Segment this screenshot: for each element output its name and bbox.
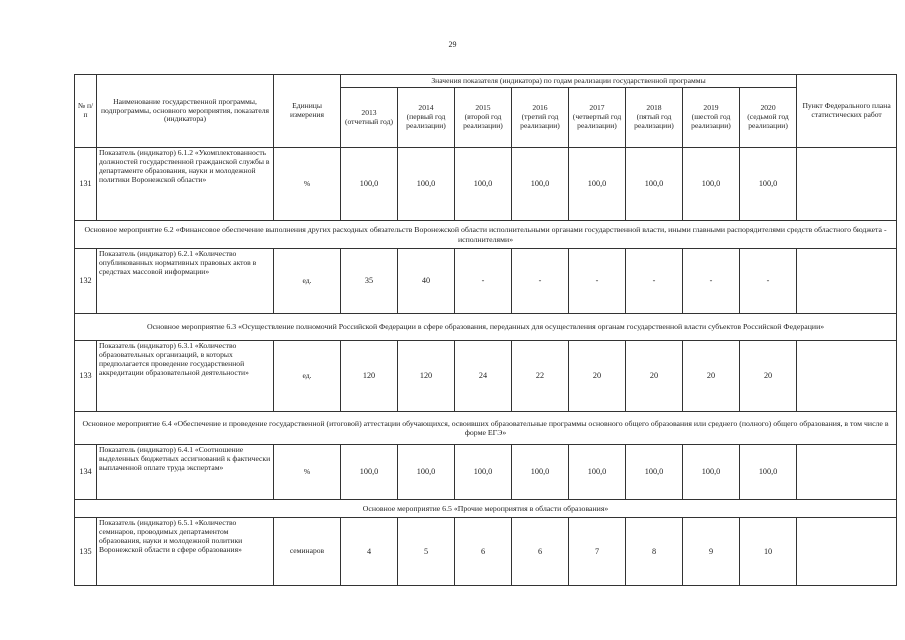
row-number: 133	[75, 341, 97, 412]
unit-cell: %	[274, 148, 341, 221]
value-2019: 100,0	[683, 148, 740, 221]
value-2020: 100,0	[740, 148, 797, 221]
section-title: Основное мероприятие 6.4 «Обеспечение и проведение государственной (итоговой) аттестации обучающихся, освоивших образовательные программы основного общего образования или среднего (полного) общего образования, в том числе в форме ЕГЭ»	[75, 412, 897, 445]
value-2017: 100,0	[569, 445, 626, 500]
value-2018: 20	[626, 341, 683, 412]
value-2018: -	[626, 249, 683, 314]
year-label: 2014	[418, 103, 434, 113]
value-2019: 20	[683, 341, 740, 412]
row-number: 135	[75, 518, 97, 586]
year-note: (четвертый год реализации)	[572, 112, 622, 130]
value-2016: 100,0	[512, 445, 569, 500]
year-note: (третий год реализации)	[520, 112, 560, 130]
header-year-2018	[626, 88, 683, 148]
value-2015: 24	[455, 341, 512, 412]
unit-cell: семинаров	[274, 518, 341, 586]
value-2018: 100,0	[626, 445, 683, 500]
indicator-name: Показатель (индикатор) 6.1.2 «Укомплектованность должностей государственной гражданской службы в департаменте образования, науки и молодежной политики Воронежской области»	[97, 148, 274, 221]
value-2014: 120	[398, 341, 455, 412]
header-year-2013	[341, 88, 398, 148]
value-2014: 100,0	[398, 148, 455, 221]
table-row	[75, 148, 897, 221]
value-2017: 20	[569, 341, 626, 412]
section-title: Основное мероприятие 6.2 «Финансовое обеспечение выполнения других расходных обязательств Воронежской области исполнительными органами государственной власти, иными главными распорядителями средств областного бюджета - исполнителями»	[75, 221, 897, 249]
plan-cell	[797, 341, 897, 412]
row-number: 134	[75, 445, 97, 500]
year-note: (второй год реализации)	[463, 112, 503, 130]
year-label: 2019	[703, 103, 719, 113]
value-2016: 100,0	[512, 148, 569, 221]
value-2020: 20	[740, 341, 797, 412]
year-note: (седьмой год реализации)	[747, 112, 789, 130]
header-num: № п/п	[75, 75, 97, 148]
row-number: 132	[75, 249, 97, 314]
value-2013: 120	[341, 341, 398, 412]
year-label: 2018	[646, 103, 662, 113]
table-row	[75, 341, 897, 412]
value-2015: -	[455, 249, 512, 314]
header-year-2014	[398, 88, 455, 148]
header-year-2019	[683, 88, 740, 148]
header-year-2020	[740, 88, 797, 148]
section-row	[75, 221, 897, 249]
value-2018: 100,0	[626, 148, 683, 221]
value-2015: 100,0	[455, 148, 512, 221]
unit-cell: %	[274, 445, 341, 500]
table-row	[75, 249, 897, 314]
header-plan: Пункт Федерального плана статистических работ	[797, 75, 897, 148]
value-2019: 9	[683, 518, 740, 586]
value-2018: 8	[626, 518, 683, 586]
value-2014: 40	[398, 249, 455, 314]
value-2019: 100,0	[683, 445, 740, 500]
table-row	[75, 518, 897, 586]
section-row	[75, 500, 897, 518]
year-note: (пятый год реализации)	[634, 112, 674, 130]
year-label: 2016	[532, 103, 548, 113]
indicators-table	[74, 74, 897, 586]
indicator-name: Показатель (индикатор) 6.2.1 «Количество опубликованных нормативных правовых актов в средствах массовой информации»	[97, 249, 274, 314]
indicator-name: Показатель (индикатор) 6.3.1 «Количество образовательных организаций, в которых предполагается проведение государственной аккредитации образовательной деятельности»	[97, 341, 274, 412]
row-number: 131	[75, 148, 97, 221]
value-2016: 6	[512, 518, 569, 586]
plan-cell	[797, 445, 897, 500]
year-label: 2015	[475, 103, 491, 113]
year-note: (первый год реализации)	[406, 112, 446, 130]
page-number: 29	[448, 40, 457, 49]
value-2020: -	[740, 249, 797, 314]
plan-cell	[797, 249, 897, 314]
table-row	[75, 445, 897, 500]
header-year-2016	[512, 88, 569, 148]
year-note: (отчетный год)	[344, 116, 394, 126]
value-2014: 100,0	[398, 445, 455, 500]
indicator-name: Показатель (индикатор) 6.5.1 «Количество семинаров, проводимых департаментом образования, науки и молодежной политики Воронежской области в сфере образования»	[97, 518, 274, 586]
year-label: 2020	[760, 103, 776, 113]
plan-cell	[797, 518, 897, 586]
unit-cell: ед.	[274, 249, 341, 314]
section-title: Основное мероприятие 6.3 «Осуществление полномочий Российской Федерации в сфере образования, переданных для осуществления органам государственной власти субъектов Российской Федерации»	[75, 314, 897, 341]
value-2013: 35	[341, 249, 398, 314]
value-2014: 5	[398, 518, 455, 586]
value-2019: -	[683, 249, 740, 314]
value-2020: 10	[740, 518, 797, 586]
header-unit: Единицы измерения	[274, 75, 341, 148]
value-2017: 100,0	[569, 148, 626, 221]
value-2013: 100,0	[341, 445, 398, 500]
value-2015: 6	[455, 518, 512, 586]
year-label: 2013	[361, 107, 377, 117]
header-values-group: Значения показателя (индикатора) по годам реализации государственной программы	[341, 75, 797, 88]
section-title: Основное мероприятие 6.5 «Прочие мероприятия в области образования»	[75, 500, 897, 518]
value-2015: 100,0	[455, 445, 512, 500]
value-2017: 7	[569, 518, 626, 586]
value-2017: -	[569, 249, 626, 314]
value-2016: -	[512, 249, 569, 314]
unit-cell: ед.	[274, 341, 341, 412]
header-year-2017	[569, 88, 626, 148]
section-row	[75, 412, 897, 445]
year-note: (шестой год реализации)	[691, 112, 731, 130]
header-name: Наименование государственной программы, подпрограммы, основного мероприятия, показателя (индикатора)	[97, 75, 274, 148]
value-2013: 100,0	[341, 148, 398, 221]
value-2013: 4	[341, 518, 398, 586]
value-2020: 100,0	[740, 445, 797, 500]
plan-cell	[797, 148, 897, 221]
section-row	[75, 314, 897, 341]
header-year-2015	[455, 88, 512, 148]
indicator-name: Показатель (индикатор) 6.4.1 «Соотношение выделенных бюджетных ассигнований к фактически выплаченной оплате труда экспертам»	[97, 445, 274, 500]
year-label: 2017	[589, 103, 605, 113]
value-2016: 22	[512, 341, 569, 412]
